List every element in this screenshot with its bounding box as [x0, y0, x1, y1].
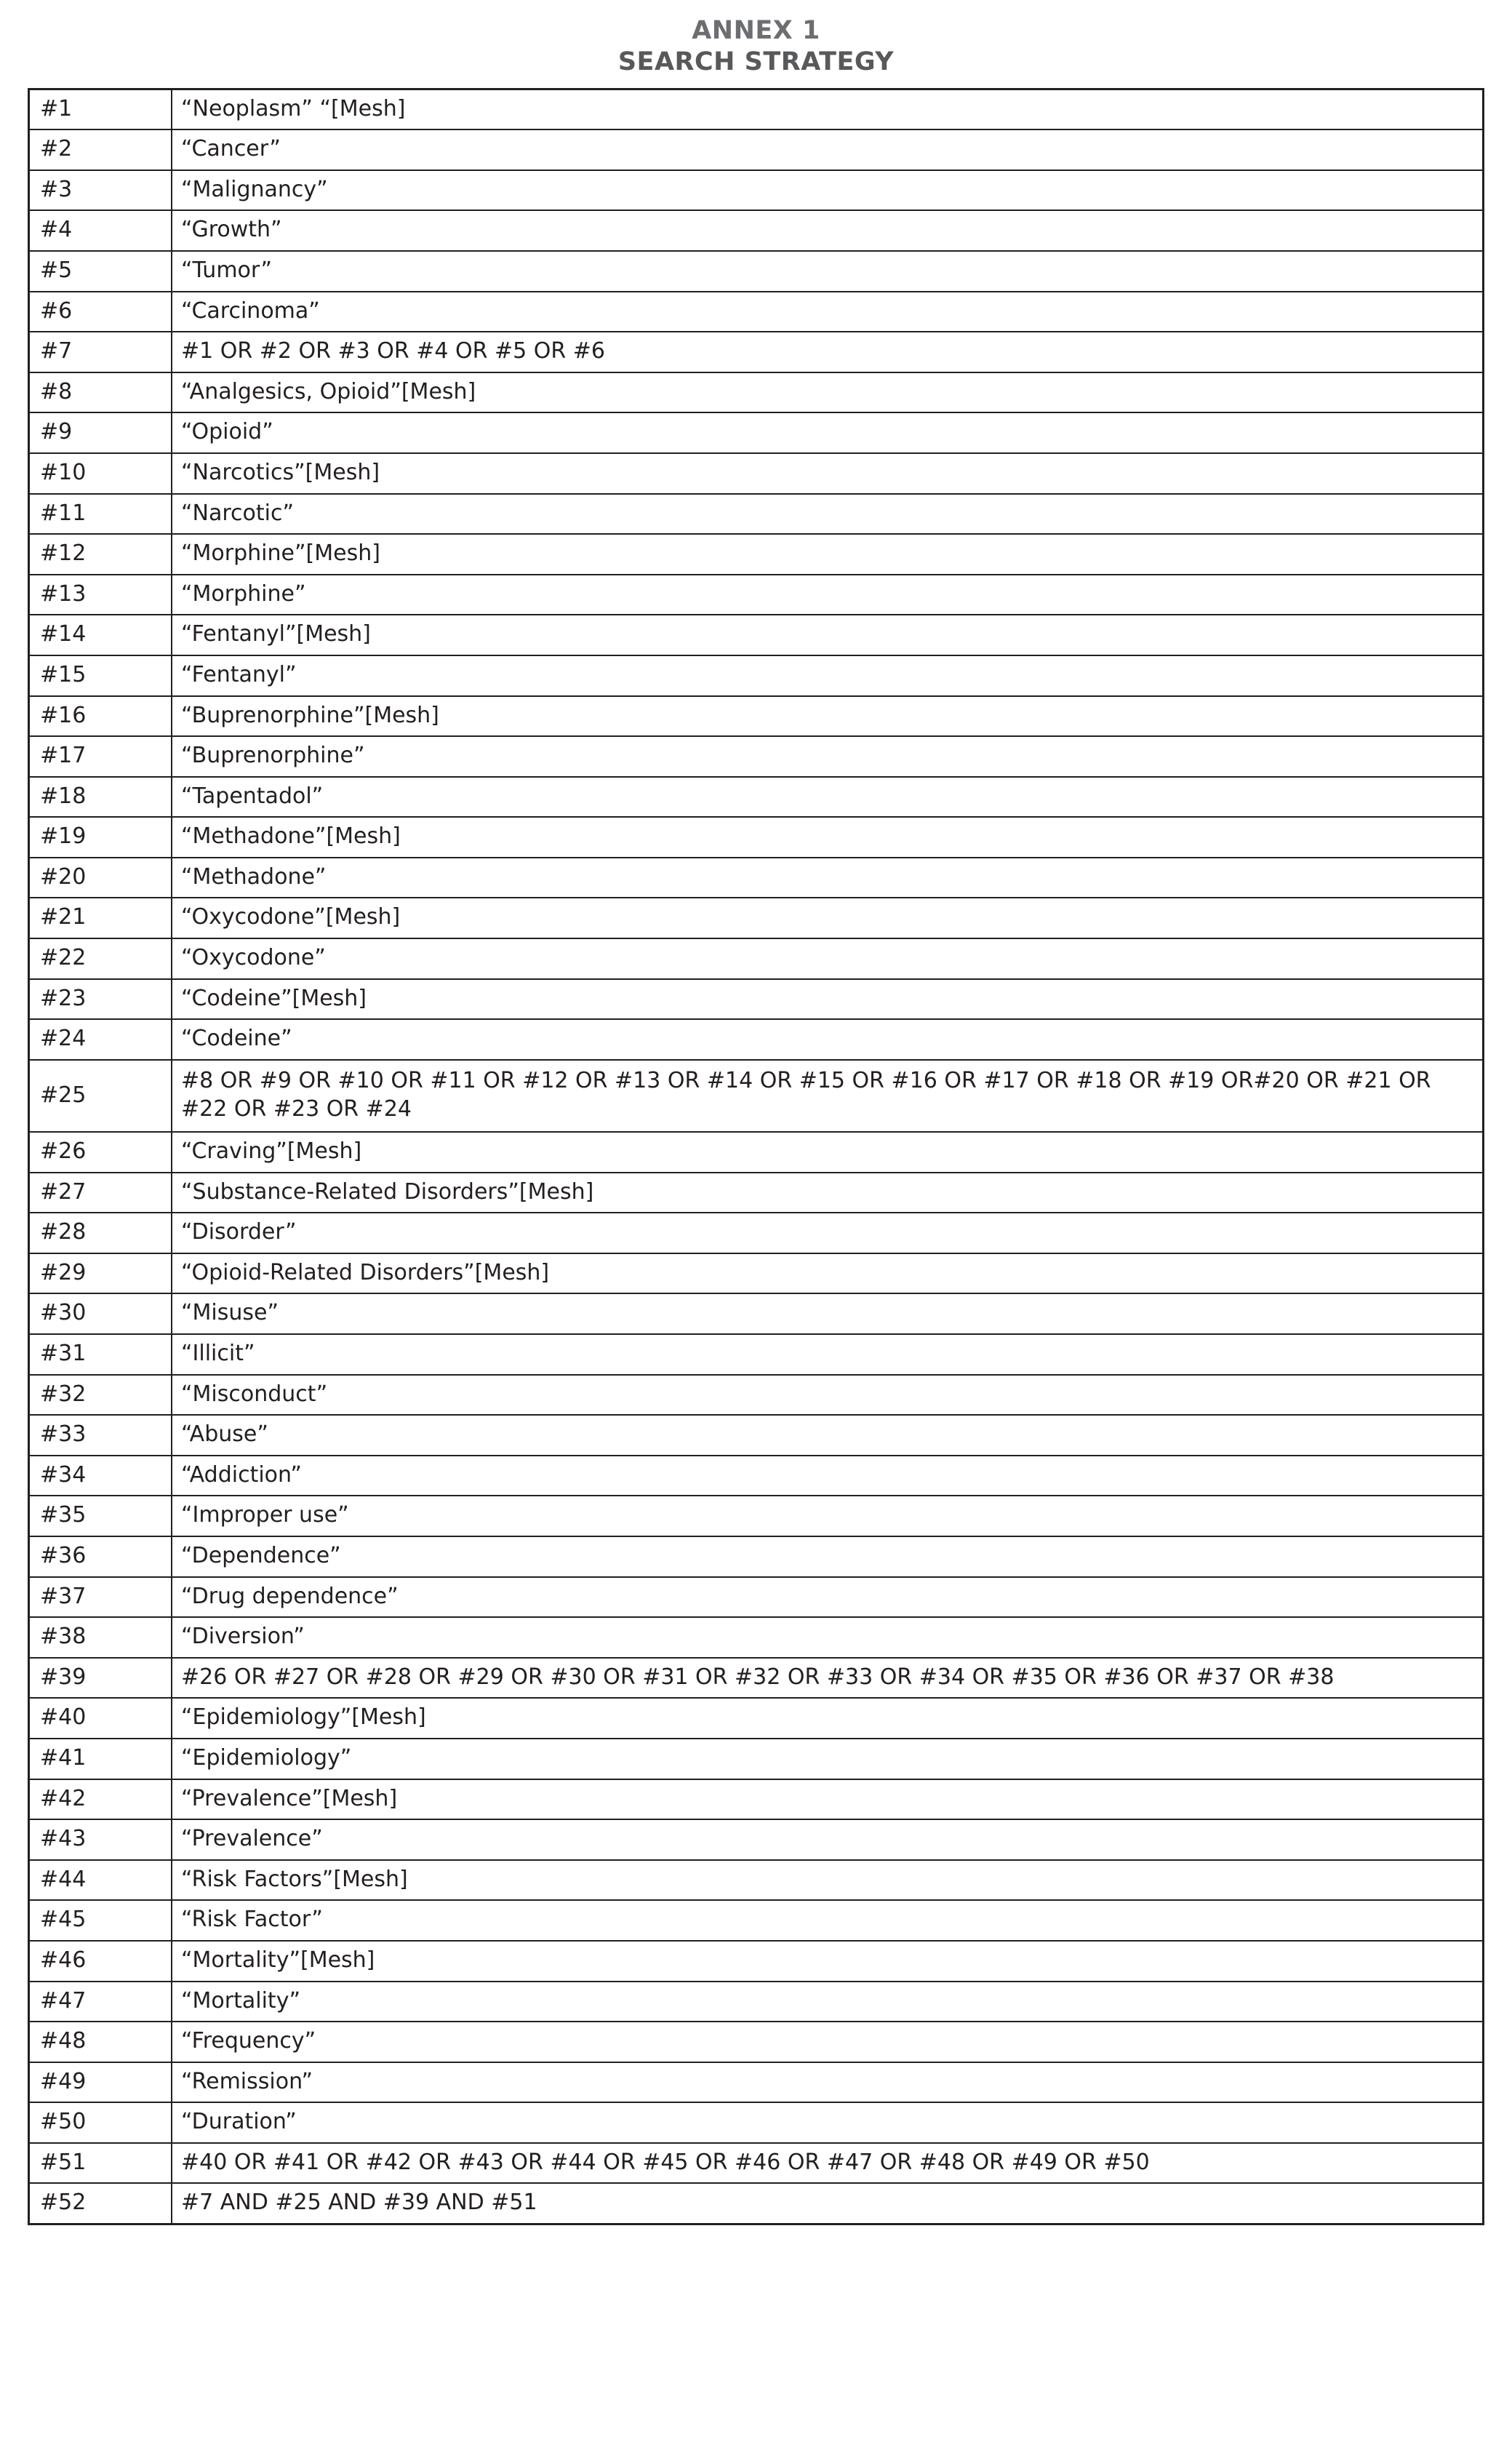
- row-term: “Epidemiology”: [172, 1739, 1484, 1779]
- row-term: “Disorder”: [172, 1213, 1484, 1253]
- row-id: #24: [29, 1019, 172, 1060]
- table-row: [29, 1293, 1484, 1334]
- table-row: [29, 1698, 1484, 1739]
- row-term: “Risk Factor”: [172, 1900, 1484, 1941]
- table-row: [29, 1982, 1484, 2022]
- row-term: “Growth”: [172, 210, 1484, 251]
- row-id: #14: [29, 615, 172, 655]
- row-id: #41: [29, 1739, 172, 1779]
- row-term: #26 OR #27 OR #28 OR #29 OR #30 OR #31 OR #32 OR #33 OR #34 OR #35 OR #36 OR #37 OR #38: [172, 1658, 1484, 1699]
- table-row: [29, 2183, 1484, 2224]
- row-term: “Diversion”: [172, 1617, 1484, 1658]
- row-id: #15: [29, 655, 172, 696]
- row-term: “Duration”: [172, 2102, 1484, 2143]
- row-term: “Risk Factors”[Mesh]: [172, 1860, 1484, 1901]
- row-id: #38: [29, 1617, 172, 1658]
- table-row: [29, 89, 1484, 129]
- row-term: “Methadone”[Mesh]: [172, 817, 1484, 858]
- row-id: #46: [29, 1941, 172, 1982]
- row-id: #18: [29, 777, 172, 818]
- row-term: “Mortality”: [172, 1982, 1484, 2022]
- row-id: #2: [29, 129, 172, 170]
- table-row: [29, 170, 1484, 211]
- row-term: “Cancer”: [172, 129, 1484, 170]
- row-id: #19: [29, 817, 172, 858]
- page-title: ANNEX 1: [692, 16, 820, 45]
- row-id: #7: [29, 332, 172, 372]
- row-id: #30: [29, 1293, 172, 1334]
- table-row: [29, 1253, 1484, 1294]
- table-row: [29, 1375, 1484, 1416]
- table-row: [29, 1060, 1484, 1132]
- row-id: #34: [29, 1456, 172, 1496]
- row-id: #17: [29, 736, 172, 777]
- table-row: [29, 412, 1484, 453]
- row-term: “Malignancy”: [172, 170, 1484, 211]
- row-term: “Illicit”: [172, 1334, 1484, 1375]
- row-term: “Prevalence”: [172, 1819, 1484, 1860]
- row-id: #1: [29, 89, 172, 129]
- row-id: #13: [29, 575, 172, 615]
- row-id: #3: [29, 170, 172, 211]
- row-term: “Morphine”: [172, 575, 1484, 615]
- row-id: #23: [29, 979, 172, 1020]
- row-id: #32: [29, 1375, 172, 1416]
- row-term: “Frequency”: [172, 2022, 1484, 2062]
- row-term: “Improper use”: [172, 1496, 1484, 1536]
- table-row: [29, 1415, 1484, 1456]
- row-term: “Narcotics”[Mesh]: [172, 453, 1484, 494]
- table-row: [29, 292, 1484, 332]
- row-term: “Tapentadol”: [172, 777, 1484, 818]
- row-term: “Abuse”: [172, 1415, 1484, 1456]
- row-id: #42: [29, 1779, 172, 1820]
- table-row: [29, 817, 1484, 858]
- table-row: [29, 938, 1484, 979]
- table-row: [29, 1779, 1484, 1820]
- row-id: #50: [29, 2102, 172, 2143]
- table-row: [29, 1019, 1484, 1060]
- row-id: #35: [29, 1496, 172, 1536]
- table-row: [29, 1132, 1484, 1173]
- row-id: #8: [29, 372, 172, 413]
- row-term: “Prevalence”[Mesh]: [172, 1779, 1484, 1820]
- row-id: #11: [29, 494, 172, 535]
- table-row: [29, 898, 1484, 938]
- row-term: “Remission”: [172, 2062, 1484, 2103]
- row-id: #45: [29, 1900, 172, 1941]
- table-row: [29, 655, 1484, 696]
- table-row: [29, 696, 1484, 737]
- row-term: “Tumor”: [172, 251, 1484, 292]
- row-id: #51: [29, 2143, 172, 2184]
- row-id: #39: [29, 1658, 172, 1699]
- row-term: “Misconduct”: [172, 1375, 1484, 1416]
- table-row: [29, 736, 1484, 777]
- row-id: #12: [29, 534, 172, 575]
- row-id: #28: [29, 1213, 172, 1253]
- row-term: “Morphine”[Mesh]: [172, 534, 1484, 575]
- row-term: “Oxycodone”: [172, 938, 1484, 979]
- table-row: [29, 1860, 1484, 1901]
- table-row: [29, 615, 1484, 655]
- row-term: “Mortality”[Mesh]: [172, 1941, 1484, 1982]
- row-id: #33: [29, 1415, 172, 1456]
- row-id: #26: [29, 1132, 172, 1173]
- row-term: “Drug dependence”: [172, 1577, 1484, 1618]
- row-id: #22: [29, 938, 172, 979]
- table-row: [29, 251, 1484, 292]
- row-id: #6: [29, 292, 172, 332]
- row-term: #8 OR #9 OR #10 OR #11 OR #12 OR #13 OR #14 OR #15 OR #16 OR #17 OR #18 OR #19 OR#20 OR #21 OR #22 OR #23 OR #24: [172, 1060, 1484, 1132]
- row-id: #48: [29, 2022, 172, 2062]
- row-id: #25: [29, 1060, 172, 1132]
- table-row: [29, 2143, 1484, 2184]
- row-term: “Opioid”: [172, 412, 1484, 453]
- row-id: #31: [29, 1334, 172, 1375]
- row-id: #47: [29, 1982, 172, 2022]
- row-id: #4: [29, 210, 172, 251]
- row-id: #40: [29, 1698, 172, 1739]
- table-row: [29, 2062, 1484, 2103]
- row-term: “Carcinoma”: [172, 292, 1484, 332]
- table-row: [29, 1739, 1484, 1779]
- row-id: #37: [29, 1577, 172, 1618]
- table-row: [29, 534, 1484, 575]
- table-row: [29, 1173, 1484, 1213]
- row-term: “Buprenorphine”: [172, 736, 1484, 777]
- search-strategy-table-body: [29, 89, 1484, 2224]
- table-row: [29, 858, 1484, 898]
- page-subtitle: SEARCH STRATEGY: [617, 47, 895, 77]
- table-row: [29, 210, 1484, 251]
- table-row: [29, 2102, 1484, 2143]
- row-term: “Addiction”: [172, 1456, 1484, 1496]
- row-term: “Narcotic”: [172, 494, 1484, 535]
- row-id: #9: [29, 412, 172, 453]
- table-row: [29, 575, 1484, 615]
- row-term: “Fentanyl”: [172, 655, 1484, 696]
- table-row: [29, 1536, 1484, 1577]
- row-id: #20: [29, 858, 172, 898]
- table-row: [29, 1941, 1484, 1982]
- row-term: “Epidemiology”[Mesh]: [172, 1698, 1484, 1739]
- row-term: “Methadone”: [172, 858, 1484, 898]
- row-id: #52: [29, 2183, 172, 2224]
- table-row: [29, 1577, 1484, 1618]
- row-term: “Codeine”: [172, 1019, 1484, 1060]
- row-term: “Substance-Related Disorders”[Mesh]: [172, 1173, 1484, 1213]
- row-term: #7 AND #25 AND #39 AND #51: [172, 2183, 1484, 2224]
- row-id: #16: [29, 696, 172, 737]
- row-id: #29: [29, 1253, 172, 1294]
- row-id: #36: [29, 1536, 172, 1577]
- row-term: #40 OR #41 OR #42 OR #43 OR #44 OR #45 OR #46 OR #47 OR #48 OR #49 OR #50: [172, 2143, 1484, 2184]
- row-term: #1 OR #2 OR #3 OR #4 OR #5 OR #6: [172, 332, 1484, 372]
- row-id: #27: [29, 1173, 172, 1213]
- row-term: “Codeine”[Mesh]: [172, 979, 1484, 1020]
- table-row: [29, 453, 1484, 494]
- row-term: “Opioid-Related Disorders”[Mesh]: [172, 1253, 1484, 1294]
- row-id: #5: [29, 251, 172, 292]
- row-id: #49: [29, 2062, 172, 2103]
- table-row: [29, 494, 1484, 535]
- table-row: [29, 372, 1484, 413]
- table-row: [29, 2022, 1484, 2062]
- table-row: [29, 1658, 1484, 1699]
- table-row: [29, 1900, 1484, 1941]
- row-term: “Oxycodone”[Mesh]: [172, 898, 1484, 938]
- row-id: #43: [29, 1819, 172, 1860]
- row-id: #44: [29, 1860, 172, 1901]
- row-term: “Fentanyl”[Mesh]: [172, 615, 1484, 655]
- table-row: [29, 332, 1484, 372]
- table-row: [29, 1496, 1484, 1536]
- row-term: “Misuse”: [172, 1293, 1484, 1334]
- table-row: [29, 129, 1484, 170]
- table-row: [29, 1819, 1484, 1860]
- row-term: “Craving”[Mesh]: [172, 1132, 1484, 1173]
- table-row: [29, 1334, 1484, 1375]
- row-term: “Buprenorphine”[Mesh]: [172, 696, 1484, 737]
- row-term: “Dependence”: [172, 1536, 1484, 1577]
- row-id: #10: [29, 453, 172, 494]
- table-row: [29, 777, 1484, 818]
- row-term: “Analgesics, Opioid”[Mesh]: [172, 372, 1484, 413]
- row-id: #21: [29, 898, 172, 938]
- table-row: [29, 1617, 1484, 1658]
- table-row: [29, 1456, 1484, 1496]
- table-row: [29, 1213, 1484, 1253]
- table-row: [29, 979, 1484, 1020]
- row-term: “Neoplasm” “[Mesh]: [172, 89, 1484, 129]
- search-strategy-table: [28, 88, 1484, 2225]
